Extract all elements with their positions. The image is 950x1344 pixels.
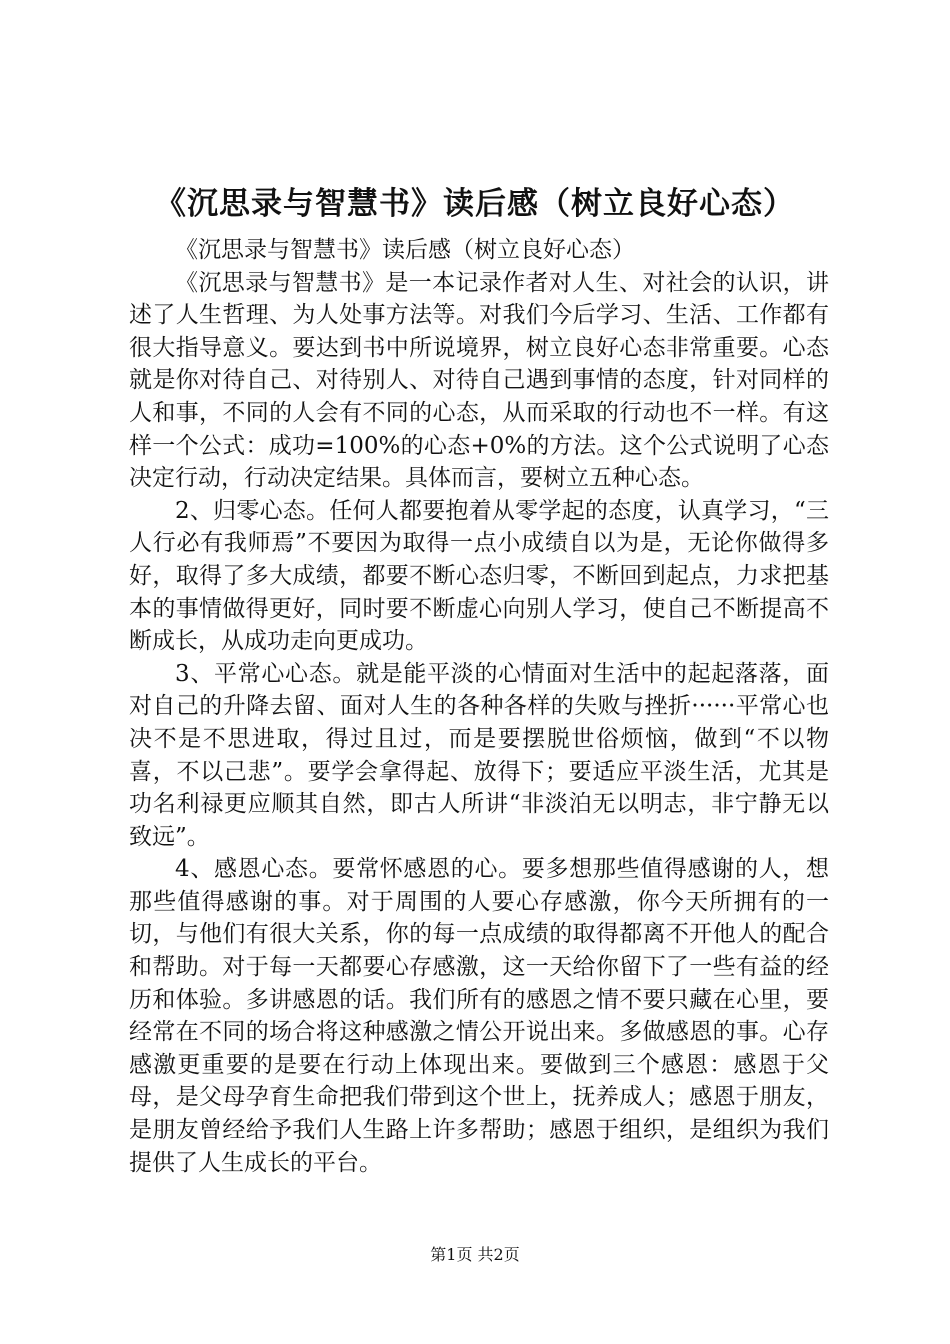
paragraph-ordinary-mindset: 3、平常心心态。就是能平淡的心情面对生活中的起起落落，面对自己的升降去留、面对人生的各种各样的失败与挫折······平常心也决不是不思进取，得过且过，而是要摆脱世俗烦恼，做到“不以物喜，不以己悲”。要学会拿得起、放得下；要适应平淡生活，尤其是功名利禄更应顺其自然，即古人所讲“非淡泊无以明志，非宁静无以致远”。: [129, 660, 829, 850]
document-title: 《沉思录与智慧书》读后感（树立良好心态）: [155, 186, 795, 222]
page-footer: 第1页 共2页: [430, 1245, 520, 1264]
intro-paragraph: 《沉思录与智慧书》是一本记录作者对人生、对社会的认识，讲述了人生哲理、为人处事方法等。对我们今后学习、生活、工作都有很大指导意义。要达到书中所说境界，树立良好心态非常重要。心态就是你对待自己、对待别人、对待自己遇到事情的态度，针对同样的人和事，不同的人会有不同的心态，从而采取的行动也不一样。有这样一个公式：成功=100%的心态+0%的方法。这个公式说明了心态决定行动，行动决定结果。具体而言，要树立五种心态。: [129, 269, 829, 492]
document-body: [129, 234, 829, 1179]
subtitle-paragraph: 《沉思录与智慧书》读后感（树立良好心态）: [175, 237, 635, 263]
paragraph-zero-mindset: 2、归零心态。任何人都要抱着从零学起的态度，认真学习，“三人行必有我师焉”不要因为取得一点小成绩自以为是，无论你做得多好，取得了多大成绩，都要不断心态归零，不断回到起点，力求把基本的事情做得更好，同时要不断虚心向别人学习，使自己不断提高不断成长，从成功走向更成功。: [129, 497, 829, 655]
paragraph-gratitude-mindset: 4、感恩心态。要常怀感恩的心。要多想那些值得感谢的人，想那些值得感谢的事。对于周围的人要心存感激，你今天所拥有的一切，与他们有很大关系，你的每一点成绩的取得都离不开他人的配合和帮助。对于每一天都要心存感激，这一天给你留下了一些有益的经历和体验。多讲感恩的话。我们所有的感恩之情不要只藏在心里，要经常在不同的场合将这种感激之情公开说出来。多做感恩的事。心存感激更重要的是要在行动上体现出来。要做到三个感恩：感恩于父母，是父母孕育生命把我们带到这个世上，抚养成人；感恩于朋友，是朋友曾经给予我们人生路上许多帮助；感恩于组织，是组织为我们提供了人生成长的平台。: [129, 856, 829, 1176]
